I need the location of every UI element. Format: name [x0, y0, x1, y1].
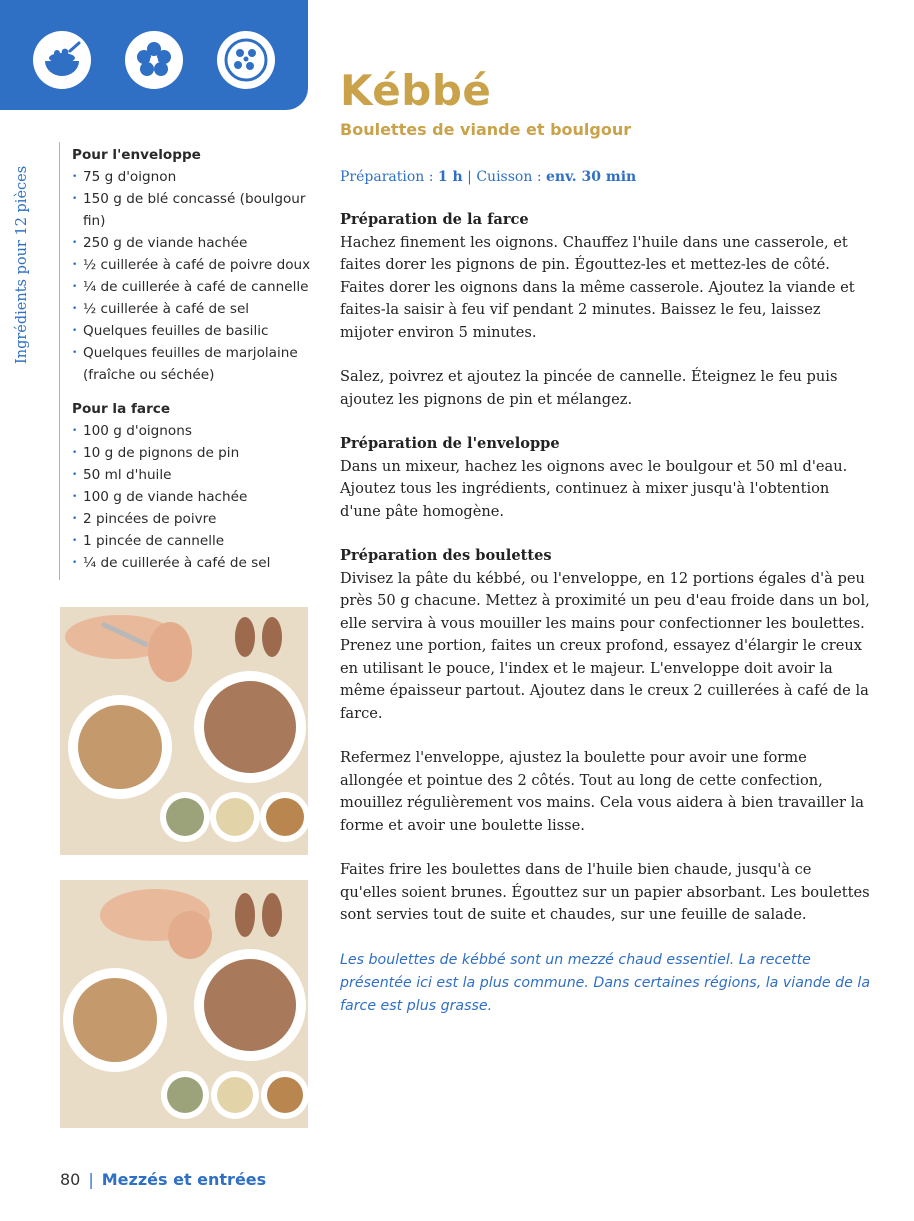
step-paragraph: Dans un mixeur, hachez les oignons avec le boulgour et 50 ml d'eau. Ajoutez tous les ingrédients, continuez à mixer jusqu'à l'obtention d'une pâte homogène. [340, 457, 848, 520]
ingredient-item: • Quelques feuilles de marjolaine (fraîche ou séchée) [72, 342, 312, 386]
cook-label: Cuisson : [476, 169, 546, 185]
ingredient-item: • ½ cuillerée à café de poivre doux [72, 254, 312, 276]
footer-separator: | [88, 1170, 94, 1189]
instructions [340, 209, 870, 1018]
ingredient-item: • ½ cuillerée à café de sel [72, 298, 312, 320]
step-paragraph: Hachez finement les oignons. Chauffez l'huile dans une casserole, et faites dorer les pignons de pin. Égouttez-les et mettez-les de côté. Faites dorer les oignons dans la même casserole. Ajoutez la viande et faites-la saisir à feu vif pendant 2 minutes. Baissez le feu, laissez mijoter environ 5 minutes. [340, 233, 855, 341]
recipe-note: Les boulettes de kébbé sont un mezzé chaud essentiel. La recette présentée ici est la plus commune. Dans certaines régions, la viande de la farce est plus grasse. [340, 951, 871, 1014]
cook-value: env. 30 min [545, 169, 637, 185]
prep-value: 1 h [437, 169, 463, 185]
step-paragraph: Refermez l'enveloppe, ajustez la boulette pour avoir une forme allongée et pointue des 2 côtés. Tout au long de cette confection, mouillez régulièrement vos mains. Cela vous aidera à bien travailler la forme et avoir une boulette lisse. [340, 749, 864, 834]
meta-separator: | [462, 169, 477, 185]
recipe-photo-2 [60, 880, 308, 1128]
section-name: Mezzés et entrées [101, 1170, 267, 1189]
page-number: 80 [60, 1170, 81, 1189]
ingredient-item: • 100 g de viande hachée [72, 486, 312, 508]
recipe-subtitle: Boulettes de viande et boulgour [340, 120, 632, 139]
ingredient-item: • 250 g de viande hachée [72, 232, 312, 254]
ingredient-item: • ¼ de cuillerée à café de cannelle [72, 276, 312, 298]
ingredient-group-heading: Pour la farce [72, 401, 171, 417]
ingredient-item: • 2 pincées de poivre [72, 508, 312, 530]
bowl-icon [33, 31, 91, 89]
ingredient-item: • Quelques feuilles de basilic [72, 320, 312, 342]
header-icon-tab [0, 0, 308, 110]
step-paragraph: Divisez la pâte du kébbé, ou l'enveloppe, en 12 portions égales d'à peu près 50 g chacune. Mettez à proximité un peu d'eau froide dans un bol, elle servira à vous mouiller les mains pour confectionner les boulettes. Prenez une portion, faites un creux profond, essayez d'élargir le creux en utilisant le pouce, l'index et le majeur. L'enveloppe doit avoir la même épaisseur partout. Ajoutez dans le creux 2 cuillerées à café de la farce. [340, 569, 870, 722]
ingredient-item: • 50 ml d'huile [72, 464, 312, 486]
cookie-icon [217, 31, 275, 89]
ingredient-item: • 150 g de blé concassé (boulgour fin) [72, 188, 312, 232]
recipe-title: Kébbé [340, 66, 492, 115]
ingredient-item: • 10 g de pignons de pin [72, 442, 312, 464]
ingredient-item: • ¼ de cuillerée à café de sel [72, 552, 312, 574]
flower-icon [125, 31, 183, 89]
page-footer [60, 1170, 266, 1189]
ingredients-panel [72, 144, 312, 574]
step-heading: Préparation de l'enveloppe [340, 435, 560, 452]
step-paragraph: Faites frire les boulettes dans de l'huile bien chaude, jusqu'à ce qu'elles soient brunes. Égouttez sur un papier absorbant. Les boulettes sont servies tout de suite et chaudes, sur une feuille de salade. [340, 861, 870, 923]
step-paragraph: Salez, poivrez et ajoutez la pincée de cannelle. Éteignez le feu puis ajoutez les pignons de pin et mélangez. [340, 368, 838, 408]
ingredient-list [72, 166, 312, 386]
prep-label: Préparation : [340, 169, 438, 185]
ingredient-group-heading: Pour l'enveloppe [72, 147, 201, 163]
yield-label: Ingrédients pour 12 pièces [14, 165, 30, 364]
step-heading: Préparation de la farce [340, 211, 529, 228]
ingredient-list [72, 420, 312, 574]
recipe-meta [340, 169, 636, 185]
ingredient-item: • 100 g d'oignons [72, 420, 312, 442]
ingredient-item: • 75 g d'oignon [72, 166, 312, 188]
ingredient-item: • 1 pincée de cannelle [72, 530, 312, 552]
step-heading: Préparation des boulettes [340, 547, 552, 564]
recipe-photo-1 [60, 607, 308, 855]
yield-divider [59, 142, 60, 580]
